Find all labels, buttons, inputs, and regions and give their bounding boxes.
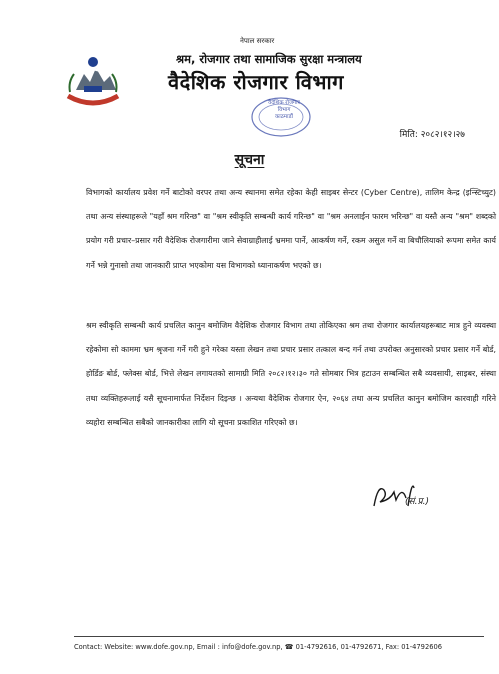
ministry-name: श्रम, रोजगार तथा सामाजिक सुरक्षा मन्त्रालय	[176, 52, 362, 66]
stamp-line: विभाग	[277, 107, 291, 113]
stamp-line: काठमाडौं	[275, 114, 293, 120]
footer-contact-text: Contact: Website: www.dofe.gov.np, Email : info@dofe.gov.np,	[74, 643, 283, 651]
stamp-line: वैदेशिक रोजगार	[268, 100, 300, 106]
footer-phones: 01-4792616, 01-4792671, Fax: 01-4792606	[295, 643, 442, 651]
notice-paragraph-2: श्रम स्वीकृति सम्बन्धी कार्य प्रचलित कानुन बमोजिम वैदेशिक रोजगार विभाग तथा तोकिएका श्रम तथा रोजगार कार्यालयहरूबाट मात्र हुने व्यवस्था रहेकोमा सो काममा भ्रम श्रृजना गर्ने गरी हुने गरेका यस्ता लेखन तथा प्रचार प्रसार तत्काल बन्द गर्न तथा उपरोक्त अनुसारको प्रचार प्रसार गर्ने बोर्ड, होर्डिङ बोर्ड, फ्लेक्स बोर्ड, भित्ते लेखन लगायतको सामाग्री मिति २०८२।१२।३० गते सोमबार भित्र हटाउन सम्बन्धित सबै व्यवसायी, साइबर, संस्था तथा व्यक्तिहरूलाई यसै सूचनामार्फत निर्देशन दिइन्छ । अन्यथा वैदेशिक रोजगार ऐन, २०६४ तथा अन्य प्रचलित कानुन बमोजिम कारवाही गरिने व्यहोरा सम्बन्धित सबैको जानकारीका लागि यो सूचना प्रकाशित गरिएको छ।	[86, 321, 496, 427]
government-label: नेपाल सरकार	[240, 37, 275, 45]
phone-icon: ☎	[284, 643, 294, 651]
contact-footer	[74, 643, 442, 651]
footer-divider	[74, 636, 484, 637]
stamp-text	[254, 100, 314, 121]
notice-title: सूचना	[234, 152, 265, 168]
signature-note: (सं.प्र.)	[405, 497, 429, 507]
department-name: वैदेशिक रोजगार विभाग	[168, 70, 344, 94]
notice-date: मिति: २०८२।१२।२७	[399, 130, 465, 140]
notice-paragraph-1: विभागको कार्यालय प्रवेश गर्ने बाटोको वरपर तथा अन्य स्थानमा समेत रहेका केही साइबर सेन्टर (Cyber Centre), तालिम केन्द्र (इन्स्टिच्युट) तथा अन्य संस्थाहरूले "यहाँ श्रम गरिन्छ" वा "श्रम स्वीकृति सम्बन्धी कार्य गरिन्छ" वा "श्रम अनलाईन फारम भरिन्छ" वा यस्तै अन्य "श्रम" शब्दको प्रयोग गरी प्रचार–प्रसार गरी वैदेशिक रोजगारीमा जाने सेवाग्राहीलाई भ्रममा पार्ने, आकर्षण गर्ने, रकम असुल गर्ने वा बिचौलियाको रूपमा समेत कार्य गर्ने भन्ने गुनासो तथा जानकारी प्राप्त भएकोमा यस विभागको ध्यानाकर्षण भएको छ।	[86, 188, 496, 270]
nepal-emblem-icon	[62, 52, 124, 108]
